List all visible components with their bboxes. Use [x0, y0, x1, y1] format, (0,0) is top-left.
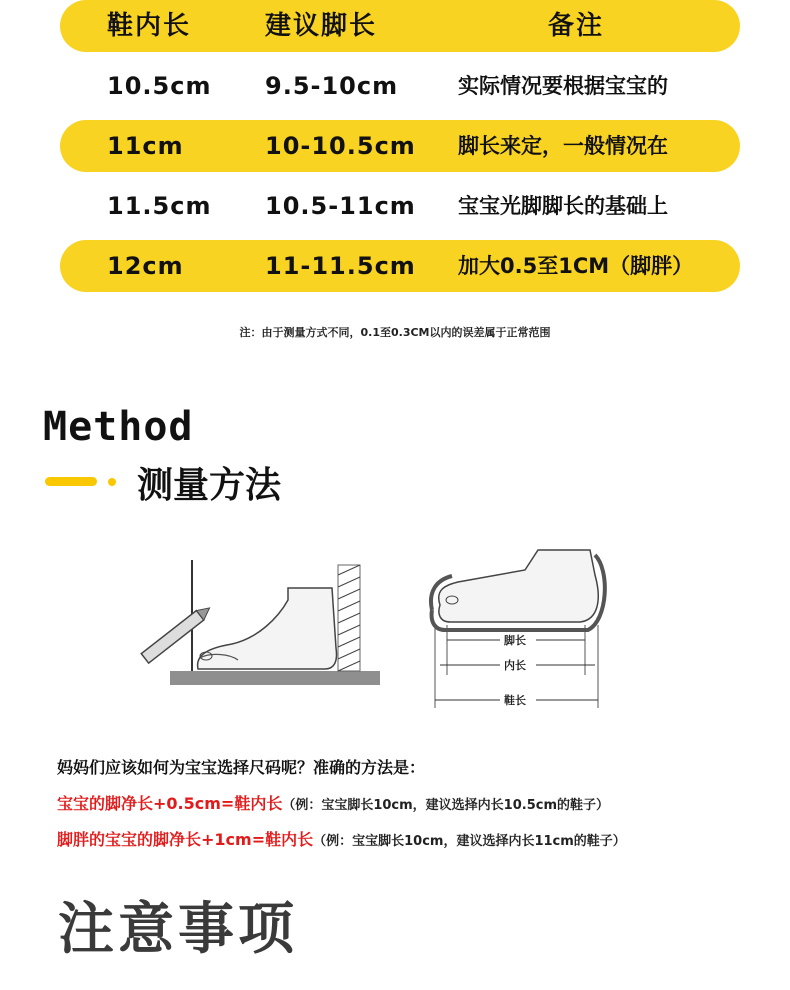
rule-2-example: （例：宝宝脚长10cm，建议选择内长11cm的鞋子）: [313, 834, 626, 849]
table-header-row: [60, 0, 740, 52]
foot-length-label: 脚长: [504, 634, 526, 647]
sizing-question: 妈妈们应该如何为宝宝选择尺码呢？准确的方法是：: [57, 758, 426, 777]
table-note: 注：由于测量方式不同，0.1至0.3CM以内的误差属于正常范围: [239, 326, 551, 339]
remark-cell: 脚长来定，一般情况在: [458, 134, 668, 158]
foot-in-shoe-figure: [431, 550, 605, 708]
inner-length-label: 内长: [504, 659, 526, 672]
remark-cell: 实际情况要根据宝宝的: [458, 74, 668, 98]
notice-title: 注意事项: [58, 897, 298, 962]
header-remarks: 备注: [548, 11, 605, 41]
table-row: [60, 120, 740, 172]
foot-length-cell: 10.5-11cm: [265, 192, 416, 220]
measurement-illustration: [140, 530, 620, 715]
rule-2-formula: 脚胖的宝宝的脚净长+1cm=鞋内长: [57, 830, 314, 849]
method-subtitle: 测量方法: [137, 465, 282, 506]
table-row: [60, 180, 740, 232]
accent-bar: [45, 477, 97, 486]
header-suggested-foot-length: 建议脚长: [265, 11, 378, 41]
rule-1-formula: 宝宝的脚净长+0.5cm=鞋内长: [57, 794, 283, 813]
sizing-rule-1: [57, 791, 609, 814]
table-row: [60, 60, 740, 112]
sizing-rule-2: [57, 827, 626, 850]
remark-cell: 加大0.5至1CM（脚胖）: [458, 254, 694, 278]
foot-length-cell: 9.5-10cm: [265, 72, 399, 100]
inner-length-cell: 11.5cm: [107, 192, 212, 220]
table-row: [60, 240, 740, 292]
foot-measuring-figure: [141, 560, 380, 685]
method-title: Method: [43, 404, 194, 450]
inner-length-cell: 11cm: [107, 132, 184, 160]
foot-length-cell: 11-11.5cm: [265, 252, 416, 280]
inner-length-cell: 10.5cm: [107, 72, 212, 100]
rule-1-example: （例：宝宝脚长10cm，建议选择内长10.5cm的鞋子）: [282, 798, 609, 813]
remark-cell: 宝宝光脚脚长的基础上: [458, 194, 668, 218]
shoe-length-label: 鞋长: [504, 694, 526, 707]
header-inner-length: 鞋内长: [107, 11, 192, 41]
foot-length-cell: 10-10.5cm: [265, 132, 416, 160]
inner-length-cell: 12cm: [107, 252, 184, 280]
accent-dot: [108, 478, 116, 486]
